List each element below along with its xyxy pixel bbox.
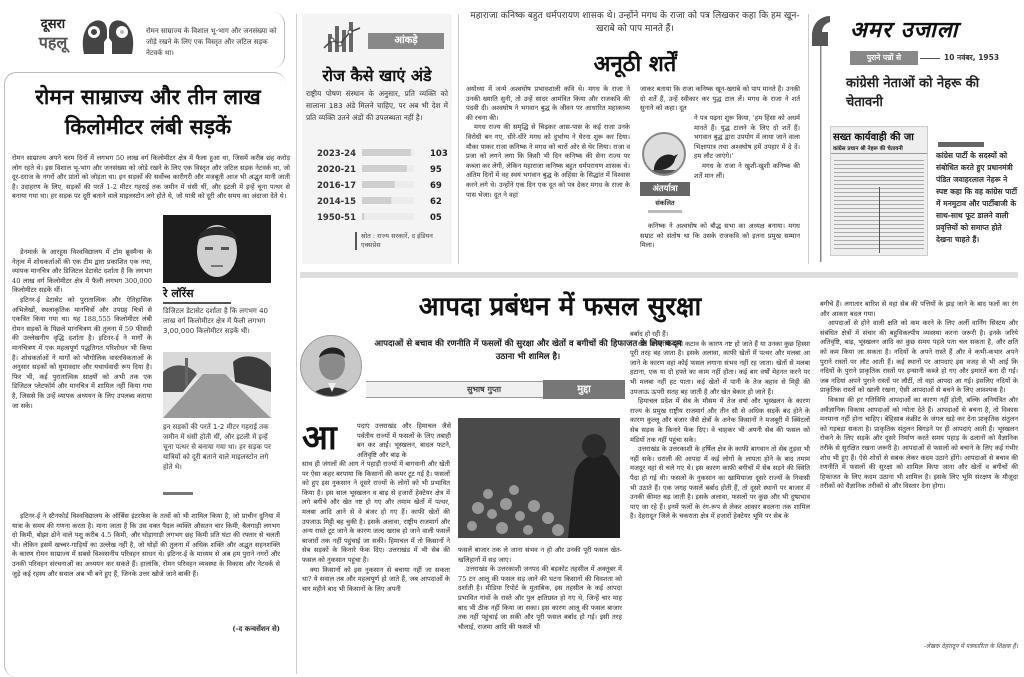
chart-icon — [322, 20, 362, 52]
summary-rule — [938, 142, 984, 147]
disaster-author: सुभाष गुप्ता — [466, 385, 502, 394]
road-photo-caption: इन सड़कों की परतें 1-2 मीटर गहराई तक जमीन में धंसी होती थीं, और इटली में इन्हें चूना पत्थर से बनाया गया था। हर सड़क पर यात्रियों को दूरी बताने वाले माइलस्टोन लगे होते थे। — [163, 423, 271, 471]
roman-para1: रोमन साम्राज्य अपने चरम दिनों में लगभग 50 लाख वर्ग किलोमीटर क्षेत्र में फैला हुआ था, जिसमें करीब छह करोड़ लोग रहते थे। इस विशाल भू-भाग और जनसंख्या को जोड़े रखने के लिए एक विस्तृत और जटिल सड़क नेटवर्क था, जो दूर-दराज के नगरों और प्रांतों को जोड़ता था। इन सड़कों की सर्वोच्च कारीगरी और मजबूती आज भी अद्भुत मानी जाती है। उदाहरण के लिए, सड़कों की परतें 1-2 मीटर गहराई तक जमीन में धंसी थीं, और इटली में इन्हें चूना पत्थर से बनाया गया था। हर सड़क पर दूरी बताने वाले माइलस्टोन लगे होते थे, जो यात्री को दूरी और समय का अंदाजा देते थे। — [12, 154, 290, 201]
roman-para3: इटिनर-ई डेटासेट को पुरातात्विक और ऐतिहासिक अभिलेखों, स्थलाकृतिक मानचित्रों और उपग्रह चित्रों से एकत्रित किया गया था। यह 188,555 किलोमीटर लंबी रोमन सड़कों के पिछले मानचित्रण की तुलना में 59 फीसदी की उल्लेखनीय वृद्धि दर्शाता है। इटिनर-ई ने मार्गों के मानचित्रण में एक महत्वपूर्ण पद्धतिगत परिशोधन भी किया है। शोधकर्ताओं ने मार्गों को भौगोलिक वास्तविकताओं के अनुसार सड़कों को घुमावदार और यथार्थवादी रूप दिया है। फिर भी, कई पुरातात्विक साक्ष्यों को अभी तक एक डिजिटल प्लेटफॉर्म और मानचित्र में शामिल नहीं किया गया है, जिससे कि उन्हें व्यापक अध्ययन के लिए उपलब्ध कराया जा सके। — [12, 295, 152, 410]
disaster-col2-p2: उत्तराखंड के उत्तरकाशी जनपद की बड़कोट तहसील में अक्तूबर में 75 टन आलू की फसल सड़ जाने की घटना किसानों की विवशता को दर्शाती है। मीडिया रिपोर्ट के मुताबिक, इस तहसील के कई आपदा प्रभावित गांवों के रास्ते और पुल क्षतिग्रस्त हो गए थे, जिन्हें चार माह बाद भी ठीक नहीं किया जा सका। इस कारण आलू की फसल बाजार तक नहीं पहुंचाई जा सकी और पूरी फसल बर्बाद हो गई। इसी तरह चौलाई, राजमा आदि की फसलें भी — [458, 565, 622, 631]
chart-category-label: 2023-24 — [316, 149, 356, 159]
old-clipping — [830, 126, 928, 256]
roman-badge-line1: दूसरा — [40, 17, 66, 32]
disaster-col4-p2: आपदाओं से होने वाली क्षति को कम करने के लिए अर्ली वार्निंग सिस्टम और संबंधित क्षेत्रों में संचार की बहुविकल्पीय व्यवस्था करना जरूरी है। इनके जरिये अतिवृष्टि, बाढ़, भूस्खलन आदि का कुछ समय पहले पता चल सकता है, और क्षति को कम किया जा सकता है। नदियों के अपने रास्ते हैं और वे कभी-कभार अपने पुराने रास्तों पर लौट आती हैं। कई स्थानों पर आपदाएं इस वजह से भी आईं कि नदियों के पुराने प्राकृतिक रास्तों पर इन्सानी कब्जे हो गए और इमारतें बना दी गईं। जब नदियां अपने पुराने रास्तों पर लौटीं, तो वहां आपदा आ गई। इसलिए नदियों के प्राकृतिक रास्तों को खाली रखना, ऐसी आपदाओं से बचने के लिए आवश्यक है। — [820, 319, 1018, 395]
disaster-top-rule — [300, 272, 1018, 278]
amarujala-headline: कांग्रेसी नेताओं को नेहरू की चेतावनी — [846, 76, 980, 110]
disaster-col4-p1: बगीचे हैं। लगातार बारिश से वहां सेब की पत्तियों के झड़ जाने के बाद फलों का रंग और आकार बदल गया। — [820, 300, 1018, 318]
roman-col-left — [12, 246, 152, 411]
antaryatra-col2a: जाकर बताया कि राजा कनिष्क खून-खराबे को पाप मानते हैं। उनकी दो शर्तें हैं, उन्हें स्वीकार कर युद्ध टाल लें। मगध के राजा ने शर्त सुनाने को कहा। दूत — [640, 85, 800, 113]
antaryatra-p1: अयोध्या में जन्मे अश्वघोष प्रभावशाली कवि थे। मगध के राजा ने उनकी ख्याति सुनी, तो उन्हें सादर आमंत्रित किया और राजकवि की पदवी दी। अश्वघोष ने भगवान बुद्ध के जीवन पर आधारित महाकाव्य की रचना की। — [466, 85, 630, 122]
chart-value-label: 103 — [430, 149, 448, 159]
disaster-col1 — [302, 460, 450, 594]
chart-value-label: 69 — [430, 181, 442, 191]
chart-bar — [362, 181, 395, 188]
disaster-col3-p3: हिमाचल प्रदेश में सेब के मौसम में तेज वर्षा और भूस्खलन के कारण राज्य के प्रमुख राष्ट्रीय राजमार्ग और तीन सौ से अधिक सड़कें बंद होने के कारण कुल्लू और बंजार जैसे क्षेत्रों के अनेक किसानों ने मजबूरी में क्विंटलों सेब सड़क के किनारे फेंक दिए। वे चाहकर भी अपनी सेब की फसल को मंडियों तक नहीं पहुंचा सके। — [630, 397, 810, 444]
author-rule — [163, 302, 231, 304]
disaster-col4-p3: विकास की हर गतिविधि आपदाओं का कारण नहीं होती, बल्कि अनियंत्रित और अवैज्ञानिक विकास आपदाओं को न्योता देते हैं। आपदाओं से बचना है, तो विकास मनमाना नहीं होना चाहिए। बेहिसाब कंक्रीट के जंगल खड़े कर देना प्राकृतिक संतुलन को गड़बड़ा सकता है। प्राकृतिक संतुलन बिगड़ने पर ही आपदाएं आती हैं। भूस्खलन रोकने के लिए सड़कें और दूसरे निर्माण करते समय पहाड़ के ढलानों को वैज्ञानिक तरीके से सुरक्षित रखना जरूरी है। आपदाओं से फसलों को बचाने के लिए कई गंभीर शोध भी हुए हैं। ऐसे शोधों से सबक लेकर कदम उठाने होंगे। आपदाओं से बचाव की रणनीति में फसलों की सुरक्षा को शामिल किया जाना और खेतों व बगीचों की हिफाजत के लिए कदम उठाना भी शामिल है। इसके लिए भूमि संरक्षण के मौजूदा तरीकों को वैज्ञानिक तरीकों से और विस्तार देना होगा। — [820, 395, 1018, 491]
disaster-col3-p4: उत्तराखंड के उत्तरकाशी के हर्षिल क्षेत्र के काफी बागवान तो सेब तुड़वा भी नहीं सके। धराली की आपदा में कई लोगों के लापता होने के बाद तमाम मजदूर वहां से चले गए थे। इस कारण काफी बगीचों में सेब सड़ने की स्थिति पैदा हो गई थी। फसलों के नुकसान का खामियाजा दूसरे राज्यों के निवासी भी उठाते हैं। एक जगह फसलें बर्बाद होती हैं, तो दूसरे स्थानों पर बाजार में उनकी कीमत बढ़ जाती है। इसके अलावा, फसलों पर कुछ और भी दुष्प्रभाव पाए जा रहे हैं। इनमें फलों के रंग-रूप से लेकर आकार बदलना तक शामिल है। देहरादून जिले के चकराता क्षेत्र में हजारों हेक्टेयर भूमि पर सेब के — [630, 445, 810, 521]
chart-value-label: 62 — [430, 197, 442, 207]
disaster-footnote: -लेखक देहरादून में पत्रकारिता के शिक्षक हैं। — [923, 643, 1018, 650]
eggs-source: स्रोत : राज्य सरकारें, द इंडियन एक्सप्रेस — [361, 232, 433, 249]
roman-headline: रोमन साम्राज्य और तीन लाख किलोमीटर लंबी सड़कें — [35, 85, 261, 139]
disaster-lead: पदाएं उत्तराखंड और हिमाचल जैसे पर्वतीय राज्यों में फसलों के लिए तबाही बन कर आईं। भूस्खलन, बादल फटने, अतिवृष्टि और बाढ़ के — [357, 422, 451, 459]
disaster-col3-p2: खेत या बगीचे भूमि कटाव के कारण नष्ट हो जाते हैं या उनका कुछ हिस्सा पूरी तरह बह जाता है। इसके अलावा, काफी खेतों में पत्थर और मलबा आ जाने के कारण वहां कोई फसल लगाना संभव नहीं रह जाता। खेतों से मलबा हटाना, एक या दो हफ्ते का काम नहीं होता। कई बार वर्षों मेहनत करने पर भी मलबा नहीं हट पाता। कई खेतों में पानी के तेज बहाव से मिट्टी की उपजाऊ ऊपरी सतह बह जाती है और खेत बेकार हो जाते हैं। — [630, 339, 810, 396]
road-photo — [163, 352, 271, 418]
chart-value-label: 95 — [430, 165, 442, 175]
author-portrait — [300, 335, 362, 397]
disaster-col3-p1: बर्बाद हो रही हैं। — [630, 330, 669, 338]
clip-subheadline: कांग्रेस प्रधान श्री नेहरू की चेतावनी — [831, 143, 927, 154]
chart-bar — [362, 165, 407, 172]
antaryatra-col2d: कनिष्क ने अश्वघोष को बौद्ध सभा का अध्यक्ष बनाया। मगध सम्राट को संतोष था कि उसके राजकवि को इतना प्रमुख सम्मान मिला। — [640, 222, 800, 250]
disaster-dropcap: आ — [302, 418, 337, 458]
antaryatra-badge: अंतर्यात्रा — [640, 182, 690, 196]
roman-credit: (-द कन्वर्सेशन से) — [232, 624, 280, 633]
disaster-col4 — [820, 300, 1018, 492]
top-strip: महाराजा कनिष्क बहुत धर्मपरायण शासक थे। उन्होंने मगध के राजा को पत्र लिखकर कहा कि हम खून-खराबे को पाप मानते हैं। — [470, 11, 800, 34]
eggs-headline: रोज कैसे खाएं अंडे — [322, 66, 432, 85]
roman-para4: इटिनर-ई ने स्टैनफोर्ड विश्वविद्यालय के ऑर्बिस इंटरफेस के तत्वों को भी शामिल किया है, जो प्राचीन दुनिया में यात्रा के समय की गणना करता है। माना जाता है कि उस वक्त पैदल व्यक्ति औसतन चार किमी, बैलगाड़ी लगभग दो किमी, बोझा ढोने वाले पशु करीब 4.5 किमी, और घोड़ागाड़ी लगभग छह किमी प्रति घंटा की रफ्तार से चलती थी। लेकिन इसमें खच्चर-गाड़ियों का उल्लेख नहीं है, जो घोड़ों की तुलना में अधिक शक्ति और अद्भुत सहनशक्ति के कारण रोमन साम्राज्य में सबसे विश्वसनीय परिवहन साधन थे। इटिनर-ई के माध्यम से अब हम पुराने नगरों और उनकी परिवहन संरचनाओं का अध्ययन कर सकते हैं। हालांकि, रोमन परिवहन व्यवस्था के विकास और नेटवर्क से जुड़े कई रहस्य और सवाल अब भी बने हुए हैं, जिनके उत्तर खोजे जाने बाकी हैं। — [12, 512, 280, 578]
disaster-col2-p1: फसलें बाजार तक ले जाना संभव न हो और उनकी पूरी फसल खेत-खलिहानों में सड़ जाए। — [458, 546, 622, 564]
chart-bar-track — [362, 213, 414, 220]
chart-bar — [362, 213, 364, 220]
disaster-col3 — [630, 330, 810, 522]
author-photo — [163, 215, 271, 283]
antaryatra-headline: अनूठी शर्तें — [593, 52, 677, 77]
chart-category-label: 1950-51 — [316, 213, 356, 223]
amarujala-date: 10 नवंबर, 1953 — [944, 53, 1000, 62]
disaster-section: मुद्दा — [543, 380, 625, 399]
chart-category-label: 2020-21 — [316, 165, 356, 175]
eggs-badge: आंकड़े — [368, 33, 444, 49]
chart-bar — [362, 149, 411, 156]
chart-category-label: 2016-17 — [316, 181, 356, 191]
disaster-col1-p1: साथ ही जंगलों की आग ने पहाड़ी राज्यों में बागवानी और खेती पर ऐसा कहर बरपाया कि किसानों की कमर टूट गई है। फसलों को हुए इस नुकसान ने दूसरे राज्यों के लोगों को भी प्रभावित किया है। इस साल भूस्खलन व बाढ़ से हजारों हेक्टेयर क्षेत्र में लगे बगीचे और खेत नष्ट हो गए और तमाम खेतों में पत्थर, मलबा आदि आने से वे बंजर हो गए हैं। काफी खेतों की उपजाऊ मिट्टी बह चुकी है। इसके अलावा, राष्ट्रीय राजमार्ग और अन्य रास्ते टूट जाने के कारण जल्द खराब हो जाने वाली फसलें बाजारों तक नहीं पहुंचाई जा सकीं। हिमाचल में तो किसानों ने सेब सड़कों के किनारे फेंक दिए। उत्तराखंड में भी सेब की फसल को नुकसान पहुंचा है। — [302, 460, 450, 564]
disaster-col1-p2: क्या किसानों को इस नुकसान से बचाया नहीं जा सकता था? ये सवाल तब और महत्वपूर्ण हो जाते हैं, जब आपदाओं के चार महीने बाद भी किसानों के लिए अपनी — [302, 565, 450, 593]
roman-badge-line2: पहलू — [38, 33, 68, 52]
eggs-bar-chart — [302, 145, 452, 227]
author-quote: डिजिटल डेटासेट दर्शाता है कि लगभग 40 लाख वर्ग किलोमीटर क्षेत्र में फैली लगभग 3,00,000 किलोमीटर सड़कें थीं। — [163, 307, 268, 335]
antaryatra-p2: मगध राज्य की समृद्धि से चिढ़कर आस-पास के कई राजा उनके विरोधी बन गए, धीरे-धीरे मगध को दुर्भाग्य ने घेरना शुरू कर दिया। मौका पाकर राजा कनिष्क ने मगध को चारों ओर से घेर लिया। राजा व प्रजा को लगने लगा कि किसी भी दिन कनिष्क की सेना राज्य पर कब्जा कर लेगी, लेकिन महाराजा कनिष्क बहुत धर्मपरायण शासक थे। अंतिम दिनों में वह स्वयं भगवान बुद्ध के अहिंसा के सिद्धांत में विश्वास करने लगे थे। उन्होंने एक दिन एक दूत को पत्र देकर मगध के राजा के पास भेजा। दूत ने वहां — [466, 123, 630, 199]
antaryatra-sub-badge: संकलित — [655, 199, 675, 207]
heads-icon — [80, 14, 136, 60]
source-bar — [355, 232, 357, 250]
disaster-deck: आपदाओं से बचाव की रणनीति में फसलों की सुरक्षा और खेतों व बगीचों की हिफाजत के लिए कदम उठाना भी शामिल है। — [374, 339, 682, 362]
disaster-headline: आपदा प्रबंधन में फसल सुरक्षा — [418, 292, 702, 322]
roman-intro: रोमन साम्राज्य के विशाल भू-भाग और जनसंख्या को जोड़े रखने के लिए एक विस्तृत और जटिल सड़क नेटवर्क था। — [146, 27, 277, 57]
eggs-intro: राष्ट्रीय पोषण संस्थान के अनुसार, प्रति व्यक्ति को सालाना 183 अंडे मिलने चाहिए, पर अब भी देश में प्रति व्यक्ति उतने अंडों की उपलब्धता नहीं है। — [306, 89, 448, 122]
badge-rule — [920, 58, 940, 59]
farmer-photo — [458, 418, 620, 538]
antaryatra-p4: मगध के राजा ने खुशी-खुशी कनिष्क की शर्तें मान लीं। — [694, 161, 800, 180]
antaryatra-p3: ने पत्र पढ़ना शुरू किया, 'हम हिंसा को अधर्म मानते हैं। युद्ध टालने के लिए दो शर्तें हैं। भगवान बुद्ध द्वारा उपयोग में लाया जाने वाला भिक्षापात्र तथा अश्वघोष हमें उपहार में दे दें। हम लौट जाएंगे।' — [694, 114, 800, 161]
disaster-col2 — [458, 546, 622, 632]
author-name: रे लॉरेंस — [163, 287, 194, 300]
column-divider — [458, 14, 459, 264]
chart-value-label: 05 — [430, 213, 442, 223]
roman-badge — [28, 16, 78, 52]
amarujala-badge: पुराने पन्नों से — [850, 51, 918, 65]
caption-rule — [163, 492, 193, 495]
crow-illustration — [642, 132, 686, 176]
amarujala-logo: अमर उजाला — [850, 17, 959, 43]
chart-category-label: 2014-15 — [316, 197, 356, 207]
clip-headline: सख्त कार्यवाही की जा — [833, 132, 914, 143]
antaryatra-rule — [648, 210, 682, 213]
column-divider — [296, 14, 297, 674]
roman-para2: डेनमार्क के आरहूस विश्वविद्यालय में टॉम ब्रूवमैन्स के नेतृत्व में शोधकर्ताओं की एक टीम द्वारा प्रकाशित एक नया, व्यापक मानचित्र और डिजिटल डेटासेट दर्शाता है कि लगभग 40 लाख वर्ग किलोमीटर क्षेत्र में फैली लगभग 300,000 किलोमीटर सड़कें थीं। — [12, 248, 152, 295]
antaryatra-col2b — [694, 114, 800, 181]
antaryatra-col1 — [466, 85, 630, 200]
amarujala-summary: कांग्रेस पार्टी के सदस्यों को संबोधित करते हुए प्रधानमंत्री पंडित जवाहरलाल नेहरू ने स्पष्ट कहा कि वह कांग्रेस पार्टी में मनमुटाव और पार्टीबाजी के साथ-साथ फूट डालने वाली प्रवृत्तियों को समाप्त होते देखना चाहते हैं। — [936, 151, 1018, 244]
chart-bar — [362, 197, 391, 204]
